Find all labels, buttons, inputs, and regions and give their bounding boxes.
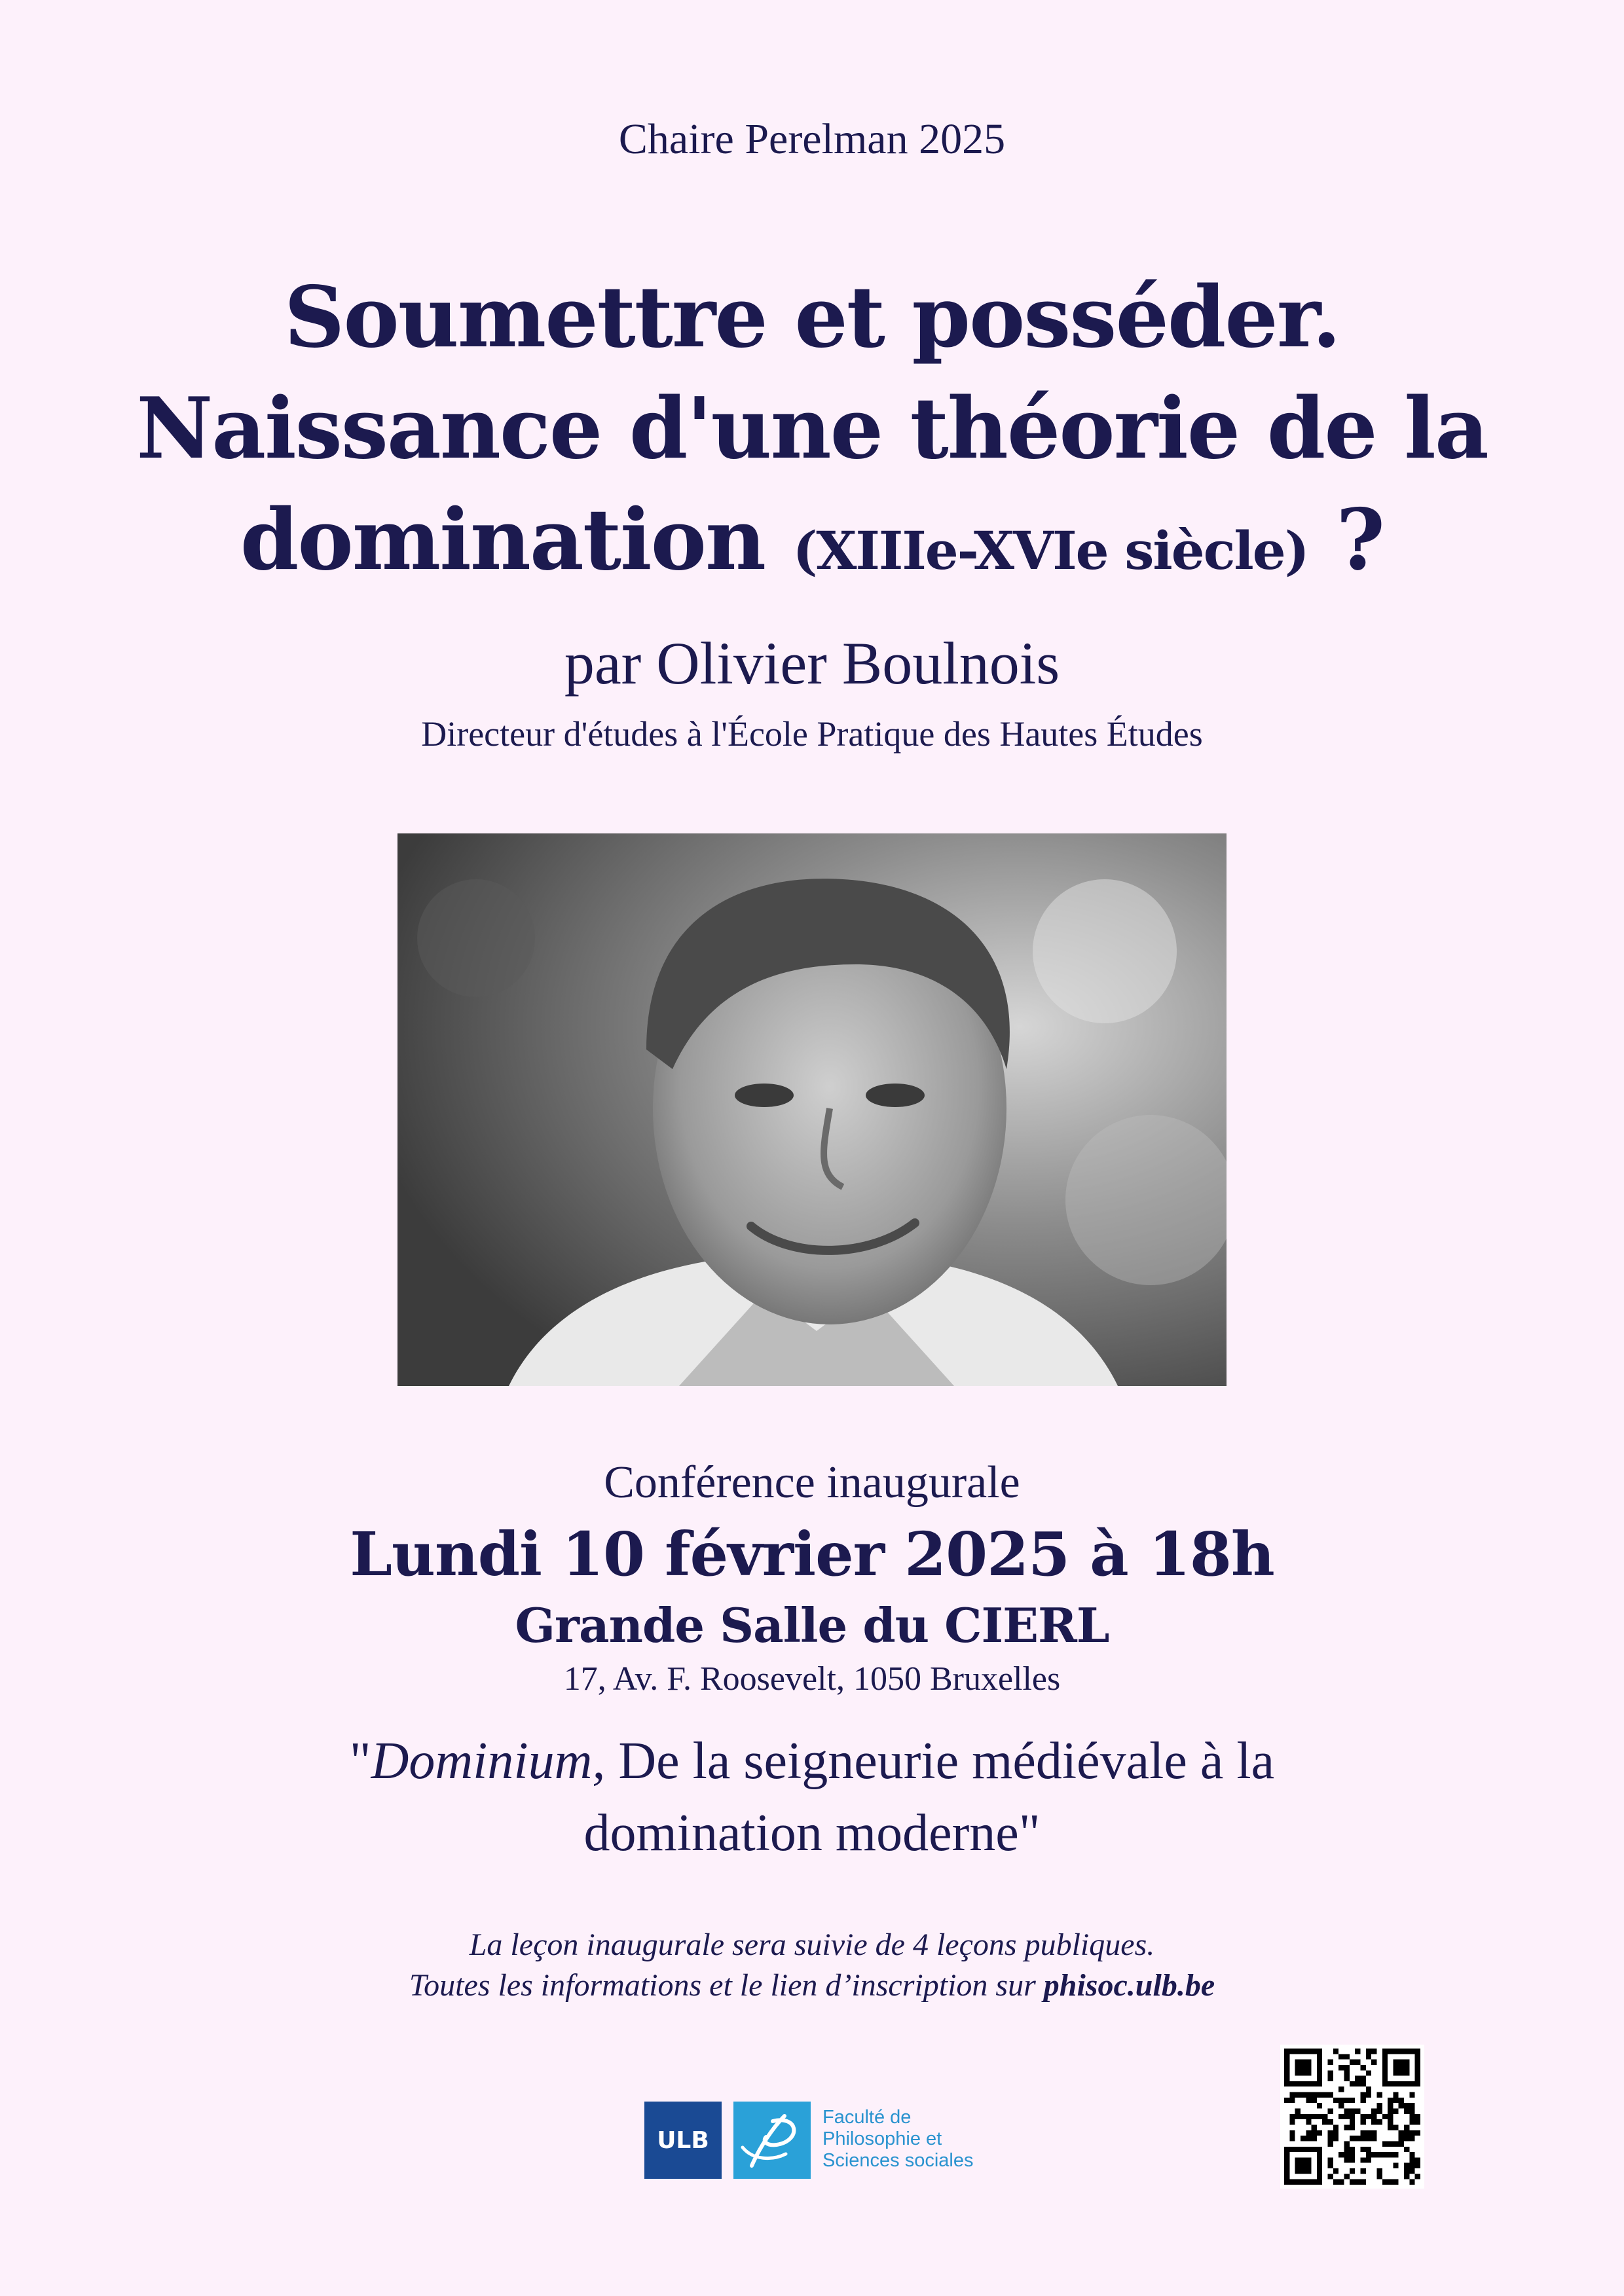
lecture-dominium: Dominium, [371, 1732, 606, 1790]
faculty-line-1: Faculté de [822, 2107, 912, 2128]
faculty-logo-text [822, 2107, 974, 2172]
lecture-title [0, 262, 1624, 606]
event-address: 17, Av. F. Roosevelt, 1050 Bruxelles [563, 1660, 1061, 1698]
title-line-3 [0, 484, 1624, 606]
title-line-2: Naissance d'une théorie de la [136, 380, 1488, 478]
faculty-line-3: Sciences sociales [822, 2150, 974, 2171]
faculty-line-2: Philosophie et [822, 2128, 942, 2149]
lecture-subtitle-line-1 [0, 1725, 1624, 1797]
lecture-subtitle [0, 1725, 1624, 1869]
lecture-subtitle-line-2: domination moderne" [583, 1804, 1041, 1862]
info-note-text: Toutes les informations et le lien d’inscription sur [409, 1968, 1044, 2003]
series-title: Chaire Perelman 2025 [618, 115, 1006, 163]
info-note-line-2 [0, 1965, 1624, 2006]
title-question-mark: ? [1336, 491, 1384, 589]
info-note-line-1: La leçon inaugurale sera suivie de 4 leçons publiques. [469, 1927, 1155, 1962]
speaker-name: par Olivier Boulnois [564, 630, 1060, 697]
portrait-image [397, 833, 1227, 1386]
title-domination: domination [240, 491, 766, 589]
event-date: Lundi 10 février 2025 à 18h [350, 1519, 1274, 1590]
event-venue: Grande Salle du CIERL [515, 1597, 1109, 1653]
faculty-logo-icon [733, 2102, 811, 2179]
qr-code-icon [1284, 2049, 1420, 2185]
website-link[interactable]: phisoc.ulb.be [1043, 1968, 1215, 2003]
lecture-line-1-rest: De la seigneurie médiévale à la [605, 1732, 1275, 1790]
speaker-photo [397, 833, 1227, 1386]
lecture-open-quote: " [349, 1732, 371, 1790]
ulb-logo: ULB [644, 2102, 722, 2179]
info-note [0, 1925, 1624, 2006]
faculty-emblem-icon [733, 2102, 811, 2179]
title-line-1: Soumettre et posséder. [284, 268, 1340, 367]
speaker-affiliation: Directeur d'études à l'École Pratique des Hautes Études [421, 714, 1203, 754]
qr-code[interactable] [1280, 2045, 1424, 2189]
title-period: (XIIIe-XVIe siècle) [792, 520, 1308, 581]
event-type: Conférence inaugurale [604, 1457, 1020, 1508]
